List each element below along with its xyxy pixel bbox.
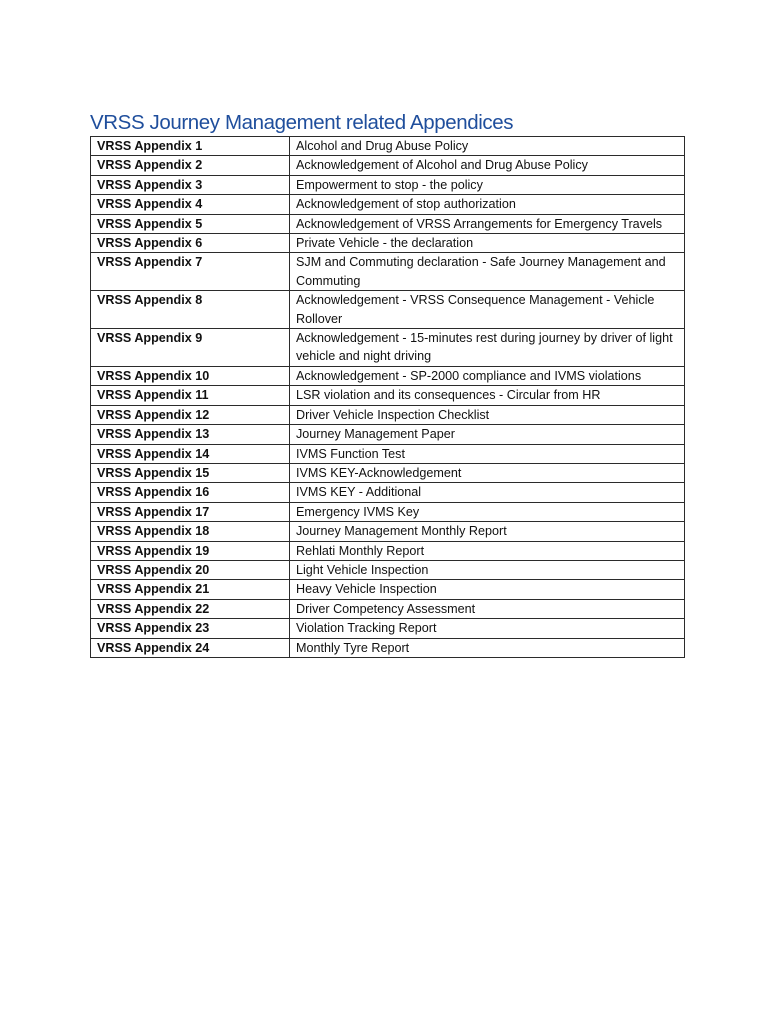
appendix-number-cell: VRSS Appendix 13	[91, 425, 290, 444]
table-row	[91, 638, 685, 657]
appendix-description-cell: Journey Management Monthly Report	[290, 522, 685, 541]
appendix-number-cell: VRSS Appendix 10	[91, 366, 290, 385]
appendix-number-cell: VRSS Appendix 11	[91, 386, 290, 405]
appendix-number-cell: VRSS Appendix 8	[91, 291, 290, 329]
appendix-number-cell: VRSS Appendix 1	[91, 137, 290, 156]
appendix-description-cell: Alcohol and Drug Abuse Policy	[290, 137, 685, 156]
appendix-description-cell: Driver Vehicle Inspection Checklist	[290, 405, 685, 424]
appendix-description-cell: Empowerment to stop - the policy	[290, 175, 685, 194]
table-row	[91, 444, 685, 463]
appendix-number-cell: VRSS Appendix 20	[91, 560, 290, 579]
appendix-number-cell: VRSS Appendix 2	[91, 156, 290, 175]
table-row	[91, 329, 685, 367]
table-row	[91, 522, 685, 541]
appendix-number-cell: VRSS Appendix 4	[91, 195, 290, 214]
appendix-description-cell: Acknowledgement - 15-minutes rest during journey by driver of light vehicle and night driving	[290, 329, 685, 367]
document-title: VRSS Journey Management related Appendices	[90, 111, 514, 134]
appendix-number-cell: VRSS Appendix 22	[91, 599, 290, 618]
appendix-number-cell: VRSS Appendix 12	[91, 405, 290, 424]
appendix-number-cell: VRSS Appendix 7	[91, 253, 290, 291]
table-row	[91, 405, 685, 424]
appendix-description-cell: Journey Management Paper	[290, 425, 685, 444]
table-row	[91, 291, 685, 329]
appendix-description-cell: Monthly Tyre Report	[290, 638, 685, 657]
appendix-description-cell: Acknowledgement - SP-2000 compliance and IVMS violations	[290, 366, 685, 385]
table-row	[91, 386, 685, 405]
table-row	[91, 483, 685, 502]
table-row	[91, 366, 685, 385]
appendix-description-cell: Emergency IVMS Key	[290, 502, 685, 521]
appendix-number-cell: VRSS Appendix 24	[91, 638, 290, 657]
table-row	[91, 156, 685, 175]
appendix-description-cell: Heavy Vehicle Inspection	[290, 580, 685, 599]
appendix-number-cell: VRSS Appendix 16	[91, 483, 290, 502]
appendix-description-cell: Private Vehicle - the declaration	[290, 234, 685, 253]
appendix-number-cell: VRSS Appendix 23	[91, 619, 290, 638]
appendix-table-body	[91, 137, 685, 658]
appendix-number-cell: VRSS Appendix 3	[91, 175, 290, 194]
appendix-description-cell: IVMS KEY-Acknowledgement	[290, 463, 685, 482]
appendix-description-cell: Light Vehicle Inspection	[290, 560, 685, 579]
table-row	[91, 619, 685, 638]
document-page	[90, 110, 685, 658]
table-row	[91, 253, 685, 291]
table-row	[91, 463, 685, 482]
table-row	[91, 214, 685, 233]
appendix-number-cell: VRSS Appendix 5	[91, 214, 290, 233]
appendix-description-cell: IVMS KEY - Additional	[290, 483, 685, 502]
appendix-number-cell: VRSS Appendix 19	[91, 541, 290, 560]
appendix-number-cell: VRSS Appendix 9	[91, 329, 290, 367]
table-row	[91, 425, 685, 444]
appendix-table	[90, 136, 685, 658]
appendix-description-cell: Acknowledgement of VRSS Arrangements for Emergency Travels	[290, 214, 685, 233]
appendix-number-cell: VRSS Appendix 15	[91, 463, 290, 482]
appendix-number-cell: VRSS Appendix 21	[91, 580, 290, 599]
appendix-number-cell: VRSS Appendix 6	[91, 234, 290, 253]
appendix-description-cell: LSR violation and its consequences - Circular from HR	[290, 386, 685, 405]
table-row	[91, 541, 685, 560]
table-row	[91, 580, 685, 599]
appendix-description-cell: Acknowledgement of stop authorization	[290, 195, 685, 214]
appendix-description-cell: Driver Competency Assessment	[290, 599, 685, 618]
table-row	[91, 175, 685, 194]
appendix-description-cell: SJM and Commuting declaration - Safe Journey Management and Commuting	[290, 253, 685, 291]
table-row	[91, 560, 685, 579]
appendix-number-cell: VRSS Appendix 18	[91, 522, 290, 541]
appendix-description-cell: Violation Tracking Report	[290, 619, 685, 638]
table-row	[91, 137, 685, 156]
appendix-description-cell: IVMS Function Test	[290, 444, 685, 463]
table-row	[91, 195, 685, 214]
table-row	[91, 599, 685, 618]
table-row	[91, 502, 685, 521]
table-row	[91, 234, 685, 253]
appendix-description-cell: Rehlati Monthly Report	[290, 541, 685, 560]
appendix-description-cell: Acknowledgement - VRSS Consequence Management - Vehicle Rollover	[290, 291, 685, 329]
appendix-description-cell: Acknowledgement of Alcohol and Drug Abuse Policy	[290, 156, 685, 175]
appendix-number-cell: VRSS Appendix 14	[91, 444, 290, 463]
appendix-number-cell: VRSS Appendix 17	[91, 502, 290, 521]
